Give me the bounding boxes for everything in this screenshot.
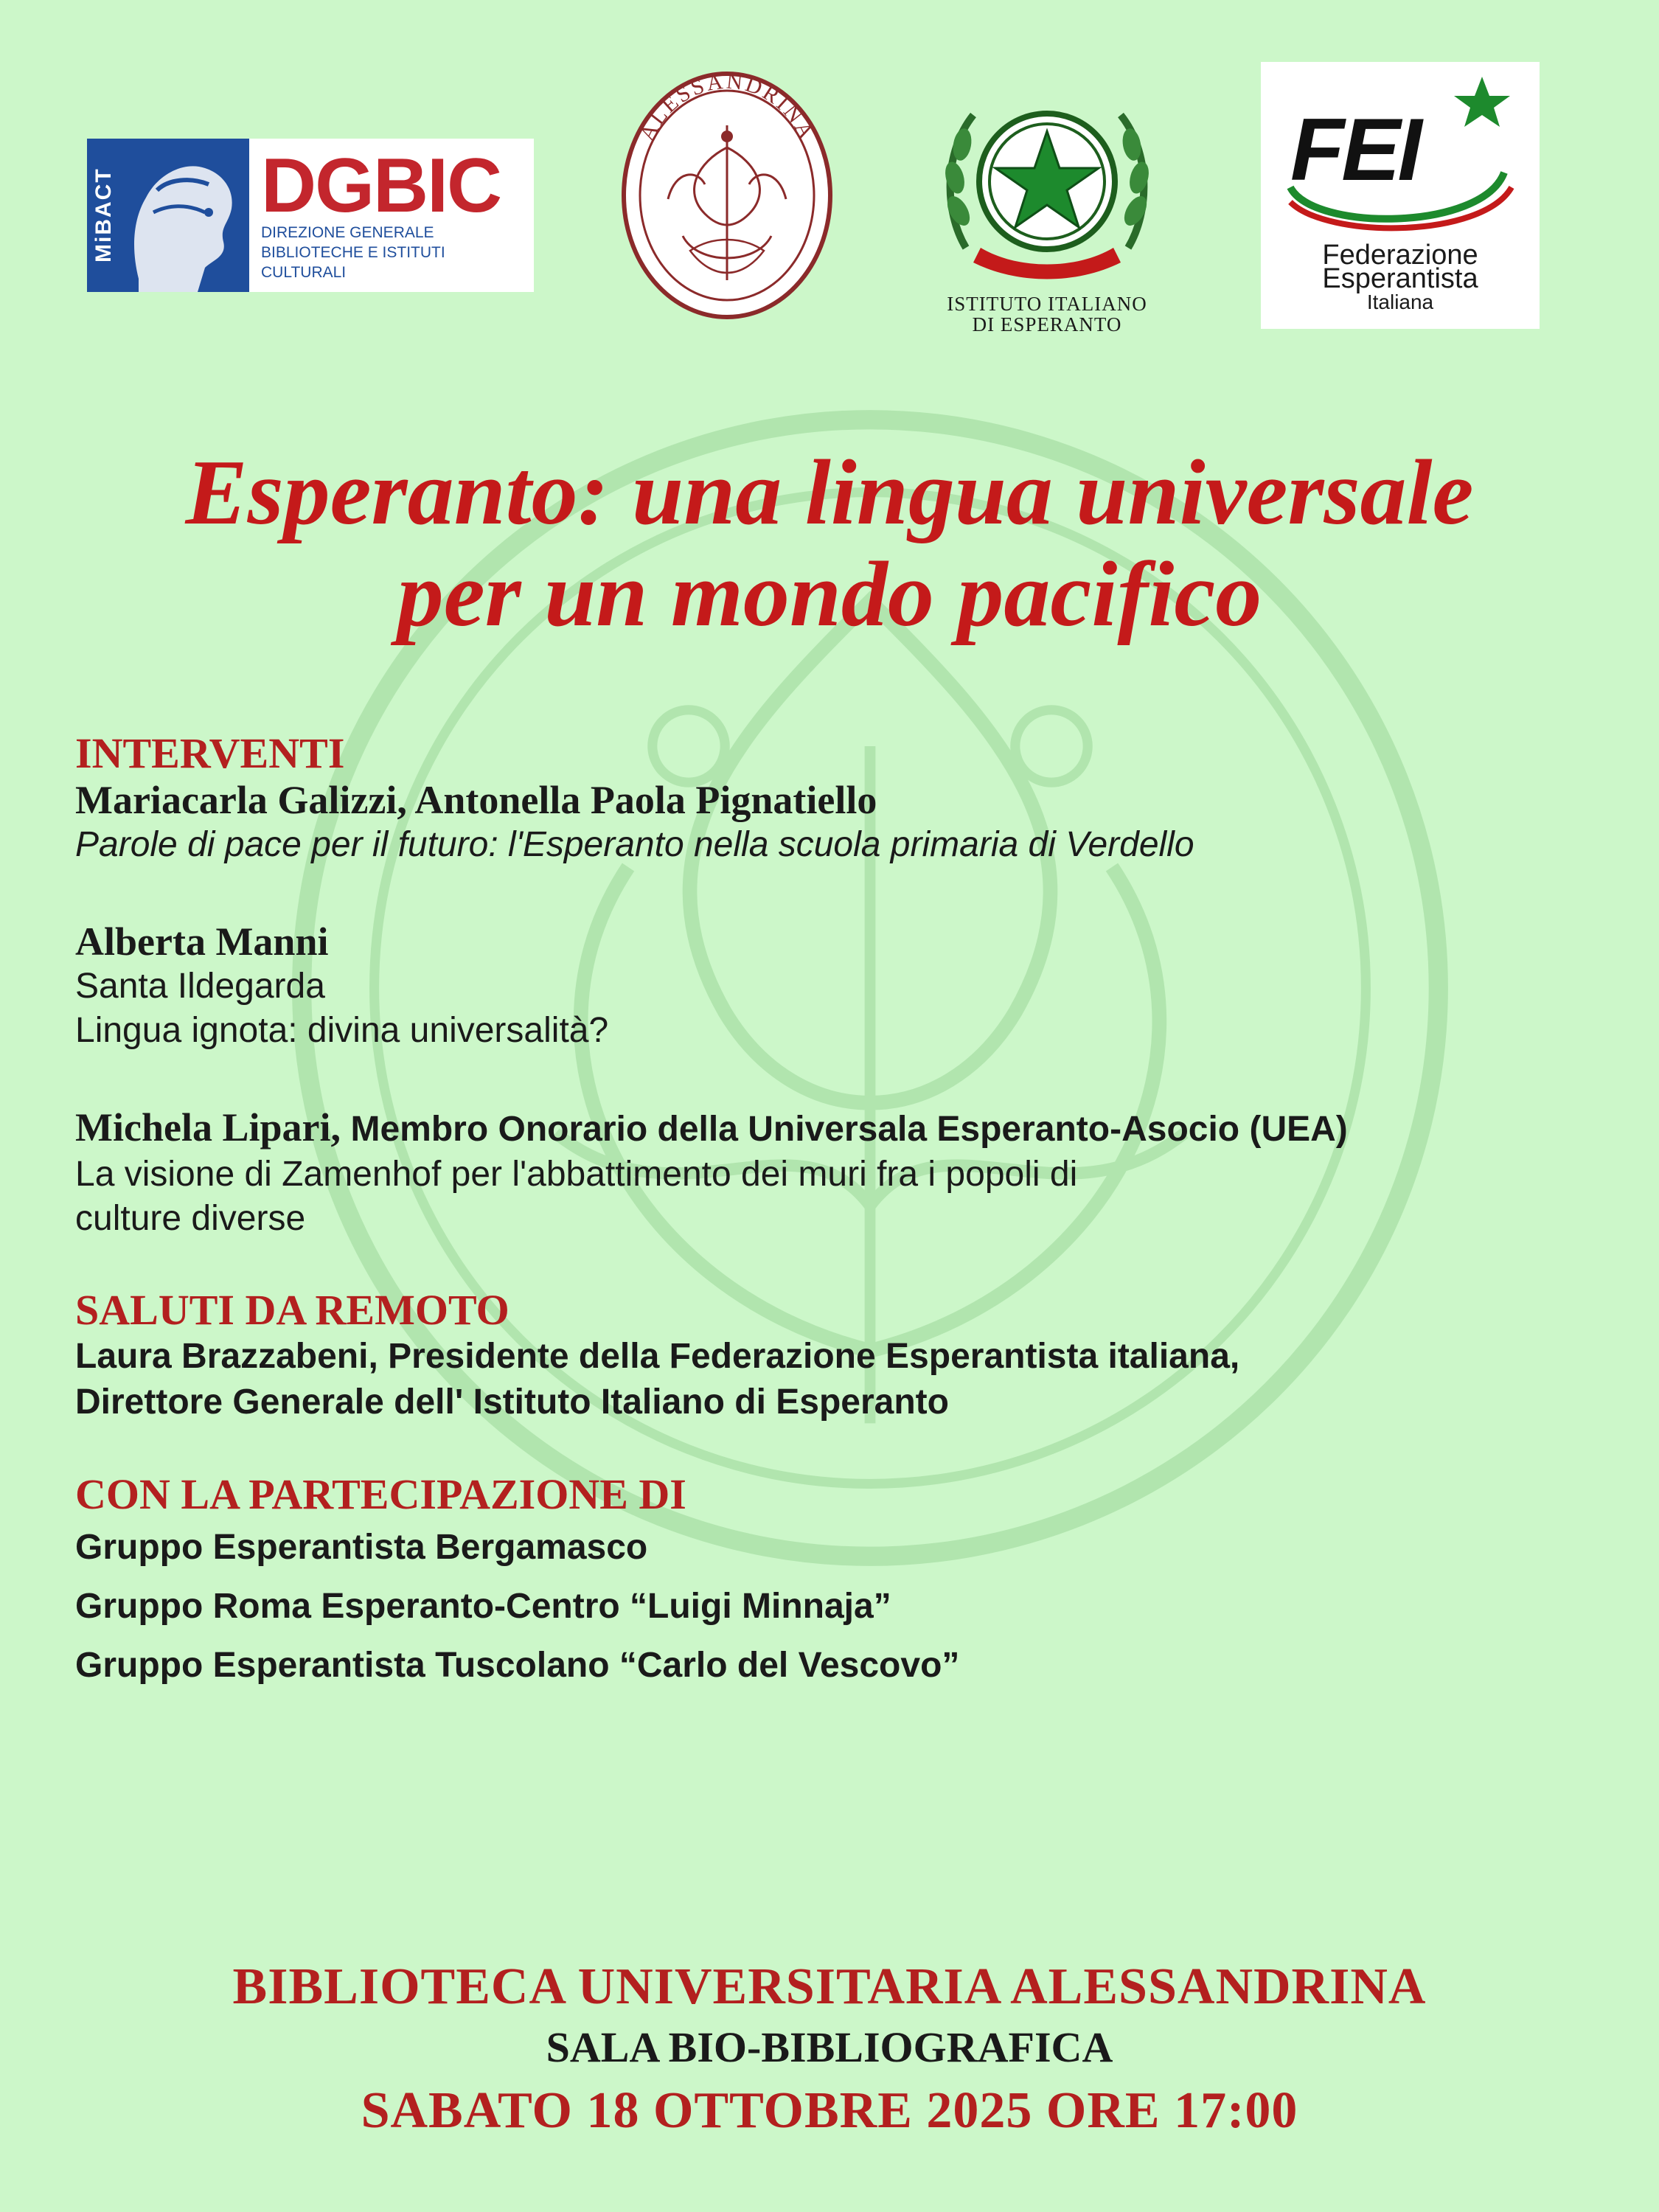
dgbic-logo (87, 139, 534, 292)
event-date: SABATO 18 OTTOBRE 2025 ORE 17:00 (361, 2082, 1298, 2139)
fei-line3: Italiana (1366, 291, 1434, 313)
saluti-line1: Laura Brazzabeni, Presidente della Federazione Esperantista italiana, (75, 1337, 1240, 1376)
fei-mark-icon (1261, 62, 1540, 239)
fei-mark-text: FEI (1290, 100, 1419, 199)
fei-line1: Federazione (1322, 240, 1478, 271)
talk-3-role: Membro Onorario della Universala Esperanto-Asocio (UEA) (350, 1110, 1348, 1149)
talk-3-title-line1: La visione di Zamenhof per l'abbattimento dei muri fra i popoli di (75, 1155, 1078, 1194)
fei-line2: Esperantista (1322, 263, 1478, 294)
talk-3-speakers: Michela Lipari, Membro Onorario della Universala Esperanto-Asocio (UEA) (75, 1105, 1348, 1150)
saluti-line2: Direttore Generale dell' Istituto Italiano di Esperanto (75, 1382, 949, 1422)
seal-text: ALESSANDRINA (634, 69, 820, 145)
talk-2-title-line1: Santa Ildegarda (75, 967, 325, 1006)
event-footer (0, 1955, 1659, 2146)
iie-line2: DI ESPERANTO (972, 313, 1122, 335)
event-title-line2: per un mondo pacifico (397, 543, 1262, 646)
dgbic-line1: DIREZIONE GENERALE (261, 224, 434, 241)
alessandrina-seal-logo (616, 66, 838, 324)
group-item: Gruppo Roma Esperanto-Centro “Luigi Minnaja” (75, 1587, 891, 1626)
talk-1-title: Parole di pace per il futuro: l'Esperanto nella scuola primaria di Verdello (75, 825, 1194, 864)
dgbic-line2: BIBLIOTECHE E ISTITUTI CULTURALI (261, 244, 445, 281)
room: SALA BIO-BIBLIOGRAFICA (546, 2023, 1113, 2071)
dgbic-emblem (87, 139, 249, 292)
event-title (0, 442, 1659, 646)
saluti-heading: SALUTI DA REMOTO (75, 1286, 509, 1334)
talk-1-speakers: Mariacarla Galizzi, Antonella Paola Pignatiello (75, 778, 877, 822)
iie-line1: ISTITUTO ITALIANO (947, 293, 1147, 315)
talk-3-title-line2: culture diverse (75, 1199, 306, 1238)
interventi-heading: INTERVENTI (75, 729, 345, 777)
iie-logo (914, 63, 1180, 344)
talk-2-speakers: Alberta Manni (75, 919, 329, 964)
fei-logo (1261, 62, 1540, 329)
venue: BIBLIOTECA UNIVERSITARIA ALESSANDRINA (232, 1958, 1427, 2015)
event-title-line1: Esperanto: una lingua universale (185, 442, 1474, 544)
partecipazione-heading: CON LA PARTECIPAZIONE DI (75, 1470, 686, 1518)
dgbic-acronym: DGBIC (261, 143, 501, 229)
group-item: Gruppo Esperantista Bergamasco (75, 1528, 648, 1567)
talk-2-title-line2: Lingua ignota: divina universalità? (75, 1011, 609, 1050)
mibact-label: MiBACT (91, 167, 116, 263)
esperanto-star-emblem-icon (914, 63, 1180, 285)
group-item: Gruppo Esperantista Tuscolano “Carlo del Vescovo” (75, 1646, 960, 1685)
program (75, 730, 1624, 1695)
